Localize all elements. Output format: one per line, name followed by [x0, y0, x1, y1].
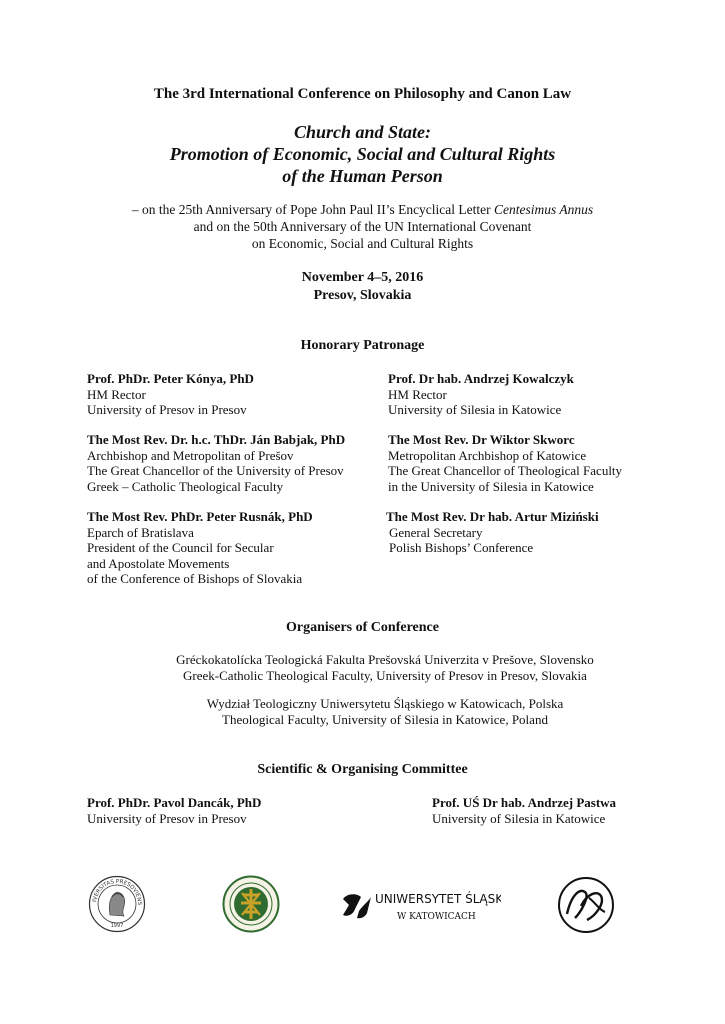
committee-line: University of Silesia in Katowice: [432, 810, 606, 826]
patron-name: The Most Rev. Dr hab. Artur Miziński: [386, 509, 599, 524]
patron-line: The Great Chancellor of the University of Presov: [87, 463, 344, 478]
patron-line: in the University of Silesia in Katowice: [388, 478, 594, 494]
main-title: [0, 121, 725, 187]
patron-line: Polish Bishops’ Conference: [389, 540, 534, 555]
organiser-silesia: [0, 696, 725, 728]
patronage-heading: Honorary Patronage: [300, 338, 425, 353]
subtitle-line-2: and on the 50th Anniversary of the UN International Covenant: [193, 219, 532, 234]
patron-line: University of Presov in Presov: [87, 402, 247, 417]
patron-line: and Apostolate Movements: [87, 555, 230, 571]
committee-right: [432, 795, 692, 826]
subtitle: [0, 201, 725, 252]
patron-right-2: [388, 432, 688, 494]
conference-place: Presov, Slovakia: [313, 288, 412, 303]
conference-date: November 4–5, 2016: [301, 270, 424, 285]
date-place: [0, 269, 725, 305]
patron-line: HM Rector: [388, 386, 447, 402]
patron-name: Prof. Dr hab. Andrzej Kowalczyk: [388, 371, 574, 386]
patron-name: The Most Rev. Dr. h.c. ThDr. Ján Babjak, PhD: [87, 432, 346, 447]
organisers-heading: Organisers of Conference: [286, 620, 439, 635]
greek-catholic-faculty-seal-icon: [222, 875, 280, 933]
patron-line: The Great Chancellor of Theological Faculty: [388, 463, 623, 478]
seal-year: 1997: [110, 923, 124, 929]
organiser-line: Wydział Teologiczny Uniwersytetu Śląskiego w Katowicach, Polska: [206, 696, 564, 711]
organiser-line: Gréckokatolícka Teologická Fakulta Prešovská Univerzita v Prešove, Slovensko: [176, 652, 594, 667]
subtitle-line-1: [0, 201, 725, 218]
organiser-line: Theological Faculty, University of Silesia in Katowice, Poland: [222, 712, 548, 727]
encyclical-name: Centesimus Annus: [494, 202, 594, 217]
subtitle-line-1-text: – on the 25th Anniversary of Pope John Paul II’s Encyclical Letter: [131, 202, 495, 217]
patron-left-1: [87, 371, 377, 418]
patron-line: President of the Council for Secular: [87, 540, 274, 555]
patron-line: Archbishop and Metropolitan of Prešov: [87, 447, 294, 463]
committee-left: [87, 795, 367, 826]
seal-text: IVERSITAS PRESOVIENS: [92, 878, 143, 906]
silesia-name: UNIWERSYTET ŚLĄSKI: [375, 892, 501, 906]
organiser-presov: [0, 652, 725, 684]
committee-name: Prof. PhDr. Pavol Dancák, PhD: [87, 795, 262, 810]
university-of-silesia-logo: [341, 887, 501, 925]
organiser-line: Greek-Catholic Theological Faculty, University of Presov in Presov, Slovakia: [183, 668, 587, 683]
patron-right-3: [386, 509, 686, 556]
patron-left-2: [87, 432, 382, 494]
committee-heading: Scientific & Organising Committee: [257, 762, 468, 777]
conference-title: The 3rd International Conference on Philosophy and Canon Law: [153, 86, 572, 102]
patron-name: The Most Rev. PhDr. Peter Rusnák, PhD: [87, 509, 313, 524]
main-title-line-2: Promotion of Economic, Social and Cultural Rights: [169, 144, 556, 164]
patron-line: University of Silesia in Katowice: [388, 402, 562, 417]
patron-right-1: [388, 371, 688, 418]
university-presov-seal-icon: [88, 875, 146, 933]
patron-name: Prof. PhDr. Peter Kónya, PhD: [87, 371, 254, 386]
patron-line: Metropolitan Archbishop of Katowice: [388, 447, 587, 463]
patron-line: Eparch of Bratislava: [87, 524, 194, 540]
patron-left-3: [87, 509, 382, 587]
committee-line: University of Presov in Presov: [87, 810, 247, 826]
conference-monogram-icon: [557, 876, 615, 934]
patron-name: The Most Rev. Dr Wiktor Skworc: [388, 432, 575, 447]
silesia-city: W KATOWICACH: [397, 912, 476, 922]
main-title-line-1: Church and State:: [293, 122, 432, 142]
committee-name: Prof. UŚ Dr hab. Andrzej Pastwa: [432, 795, 617, 810]
subtitle-line-3: on Economic, Social and Cultural Rights: [251, 236, 474, 251]
patron-line: of the Conference of Bishops of Slovakia: [87, 571, 303, 586]
patron-line: General Secretary: [389, 524, 483, 540]
patron-line: Greek – Catholic Theological Faculty: [87, 478, 284, 494]
main-title-line-3: of the Human Person: [282, 166, 443, 186]
patron-line: HM Rector: [87, 386, 146, 402]
